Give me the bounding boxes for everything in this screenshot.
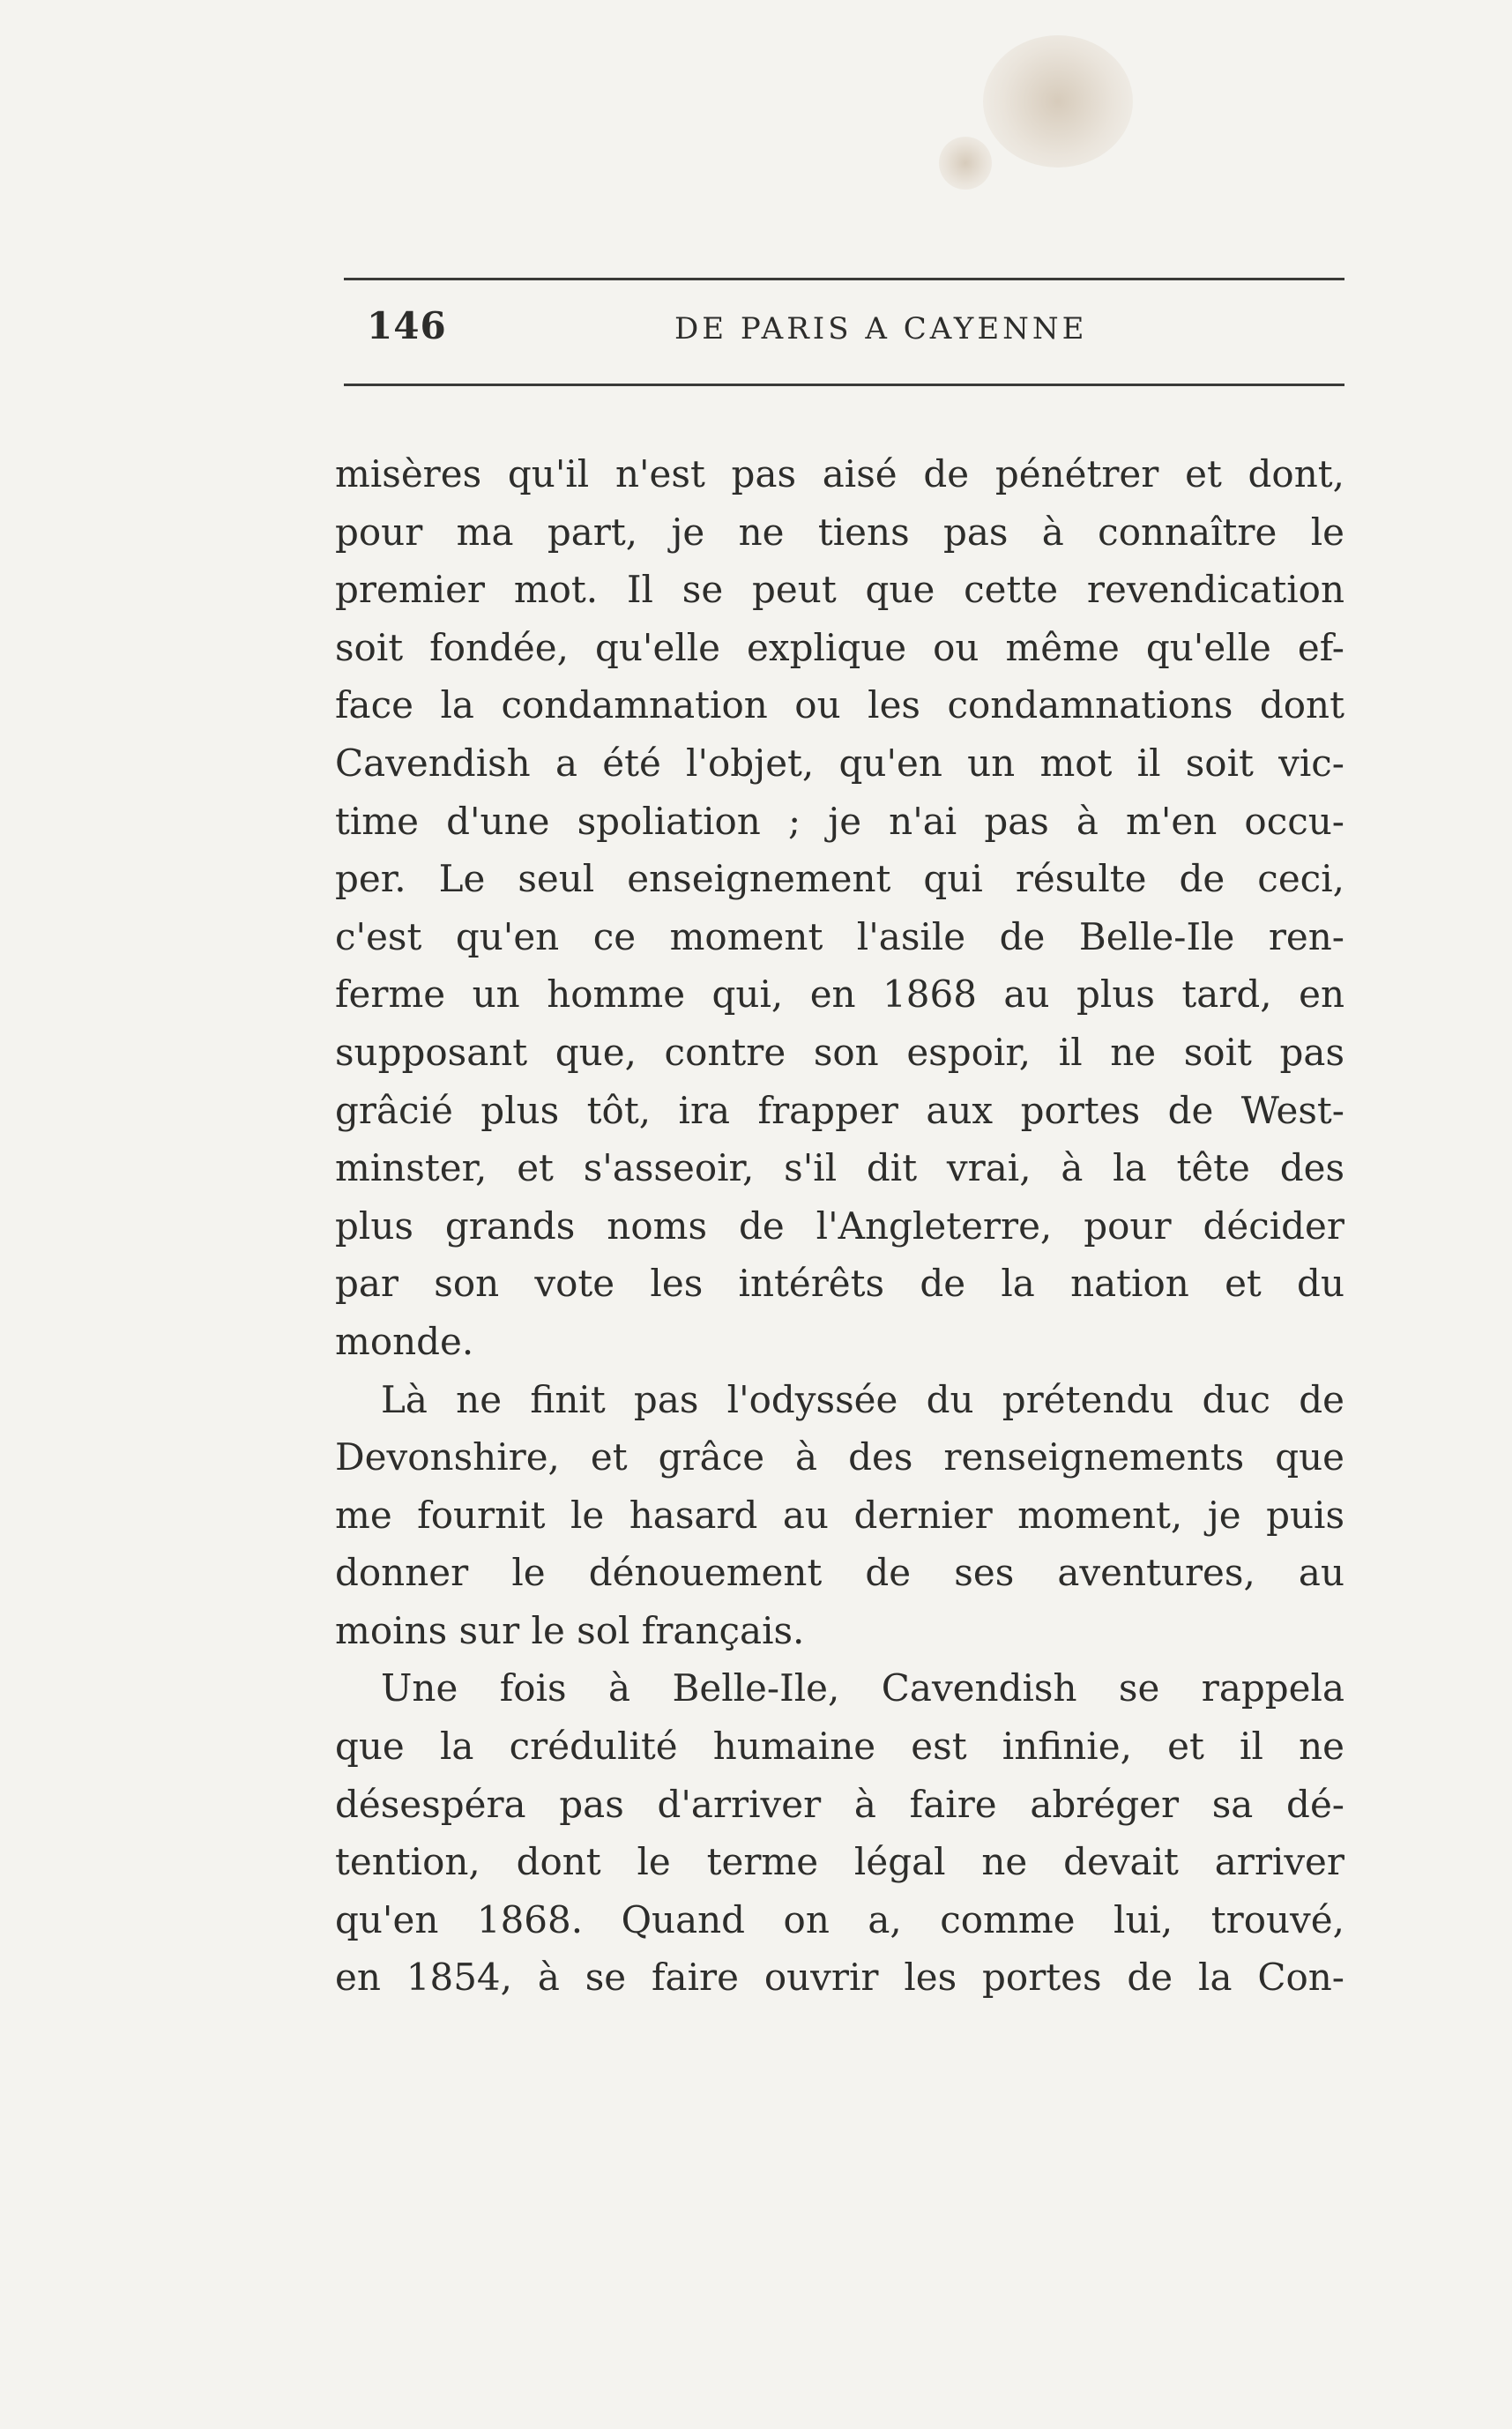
text-line: plus grands noms de l'Angleterre, pour décider <box>335 1203 1344 1248</box>
page-number: 146 <box>367 304 447 347</box>
text-line: Devonshire, et grâce à des renseignements que <box>335 1435 1344 1479</box>
text-line: soit fondée, qu'elle explique ou même qu'elle ef- <box>335 625 1344 669</box>
body-text <box>335 445 1344 2007</box>
paper-stain <box>983 35 1133 168</box>
text-line: per. Le seul enseignement qui résulte de ceci, <box>335 857 1344 901</box>
text-line: désespéra pas d'arriver à faire abréger sa dé- <box>335 1782 1344 1826</box>
paragraph-end-line: moins sur le sol français. <box>335 1608 805 1652</box>
text-line: time d'une spoliation ; je n'ai pas à m'en occu- <box>335 799 1344 843</box>
paragraph-start-line: Là ne finit pas l'odyssée du prétendu duc de <box>381 1377 1344 1421</box>
paragraph-end-line: monde. <box>335 1319 474 1363</box>
text-line: misères qu'il n'est pas aisé de pénétrer et dont, <box>335 452 1344 495</box>
text-line: grâcié plus tôt, ira frapper aux portes de West- <box>335 1088 1344 1132</box>
text-line: que la crédulité humaine est infinie, et il ne <box>335 1725 1344 1769</box>
text-line: premier mot. Il se peut que cette revendication <box>335 568 1344 612</box>
text-line: par son vote les intérêts de la nation et du <box>335 1262 1344 1306</box>
text-line: supposant que, contre son espoir, il ne soit pas <box>335 1030 1344 1074</box>
text-line: minster, et s'asseoir, s'il dit vrai, à la tête des <box>335 1146 1344 1190</box>
text-line: qu'en 1868. Quand on a, comme lui, trouvé, <box>335 1897 1344 1941</box>
running-head: DE PARIS A CAYENNE <box>674 311 1088 346</box>
text-line: pour ma part, je ne tiens pas à connaître le <box>335 510 1344 554</box>
text-line: donner le dénouement de ses aventures, au <box>335 1551 1344 1595</box>
text-line: face la condamnation ou les condamnations dont <box>335 683 1344 727</box>
paragraph-start-line: Une fois à Belle-Ile, Cavendish se rappela <box>381 1666 1344 1710</box>
text-line: tention, dont le terme légal ne devait arriver <box>335 1840 1344 1884</box>
text-line: c'est qu'en ce moment l'asile de Belle-Ile ren- <box>335 914 1344 958</box>
page-header <box>344 278 1344 388</box>
text-line: Cavendish a été l'objet, qu'en un mot il soit vic- <box>335 741 1344 785</box>
header-bottom-rule <box>344 384 1344 386</box>
text-line: ferme un homme qui, en 1868 au plus tard, en <box>335 972 1344 1017</box>
header-top-rule <box>344 278 1344 280</box>
text-line: en 1854, à se faire ouvrir les portes de la Con- <box>335 1956 1344 2000</box>
text-line: me fournit le hasard au dernier moment, je puis <box>335 1493 1344 1537</box>
paper-stain <box>939 137 992 190</box>
